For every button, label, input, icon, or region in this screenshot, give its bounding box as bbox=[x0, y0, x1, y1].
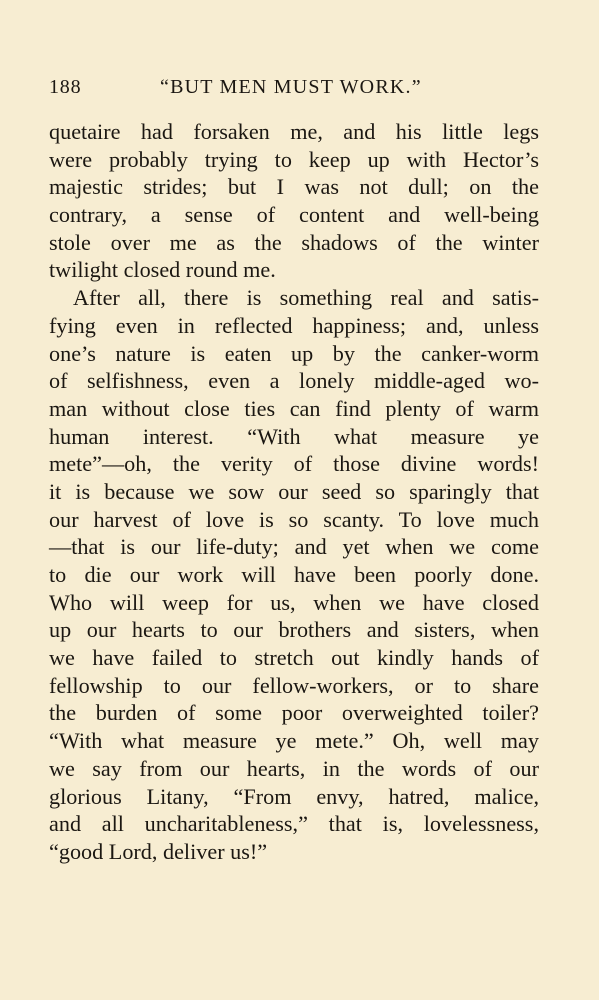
text-line: —that is our life-duty; and yet when we come bbox=[49, 534, 539, 560]
text-line: to die our work will have been poorly done. bbox=[49, 562, 539, 587]
text-line: contrary, a sense of content and well-being bbox=[49, 202, 539, 228]
body-text bbox=[49, 118, 539, 866]
text-line: one’s nature is eaten up by the canker-worm bbox=[49, 340, 539, 366]
text-line: of selfishness, even a lonely middle-aged wo- bbox=[49, 368, 539, 394]
text-line: up our hearts to our brothers and sisters, when bbox=[49, 617, 539, 643]
text-line: we say from our hearts, in the words of our bbox=[49, 755, 539, 781]
text-line: quetaire had forsaken me, and his little legs bbox=[49, 119, 539, 144]
text-line: our harvest of love is so scanty. To love much bbox=[49, 506, 539, 532]
text-line: “good Lord, deliver us!” bbox=[49, 838, 268, 864]
text-line: the burden of some poor overweighted toiler? bbox=[49, 700, 539, 726]
text-line: were probably trying to keep up with Hector’s bbox=[49, 146, 539, 172]
running-head bbox=[49, 76, 539, 106]
text-line: Who will weep for us, when we have closed bbox=[49, 589, 539, 615]
text-line: and all uncharitableness,” that is, lovelessness, bbox=[49, 811, 539, 837]
text-line: man without close ties can find plenty of warm bbox=[49, 395, 539, 421]
running-title: “BUT MEN MUST WORK.” bbox=[160, 76, 422, 98]
text-line: majestic strides; but I was not dull; on the bbox=[49, 174, 539, 200]
text-line: twilight closed round me. bbox=[49, 257, 276, 283]
text-line: fellowship to our fellow-workers, or to share bbox=[49, 672, 539, 698]
text-line: we have failed to stretch out kindly hands of bbox=[49, 645, 539, 671]
text-line: stole over me as the shadows of the winter bbox=[49, 229, 539, 255]
page-number: 188 bbox=[49, 76, 82, 98]
text-line: mete”—oh, the verity of those divine words! bbox=[49, 451, 539, 477]
text-line: “With what measure ye mete.” Oh, well may bbox=[49, 728, 539, 754]
text-line: human interest. “With what measure ye bbox=[49, 423, 539, 449]
text-line: After all, there is something real and satis- bbox=[73, 285, 539, 311]
text-line: it is because we sow our seed so sparingly that bbox=[49, 478, 539, 504]
text-line: fying even in reflected happiness; and, unless bbox=[49, 312, 539, 338]
text-line: glorious Litany, “From envy, hatred, malice, bbox=[49, 783, 539, 809]
